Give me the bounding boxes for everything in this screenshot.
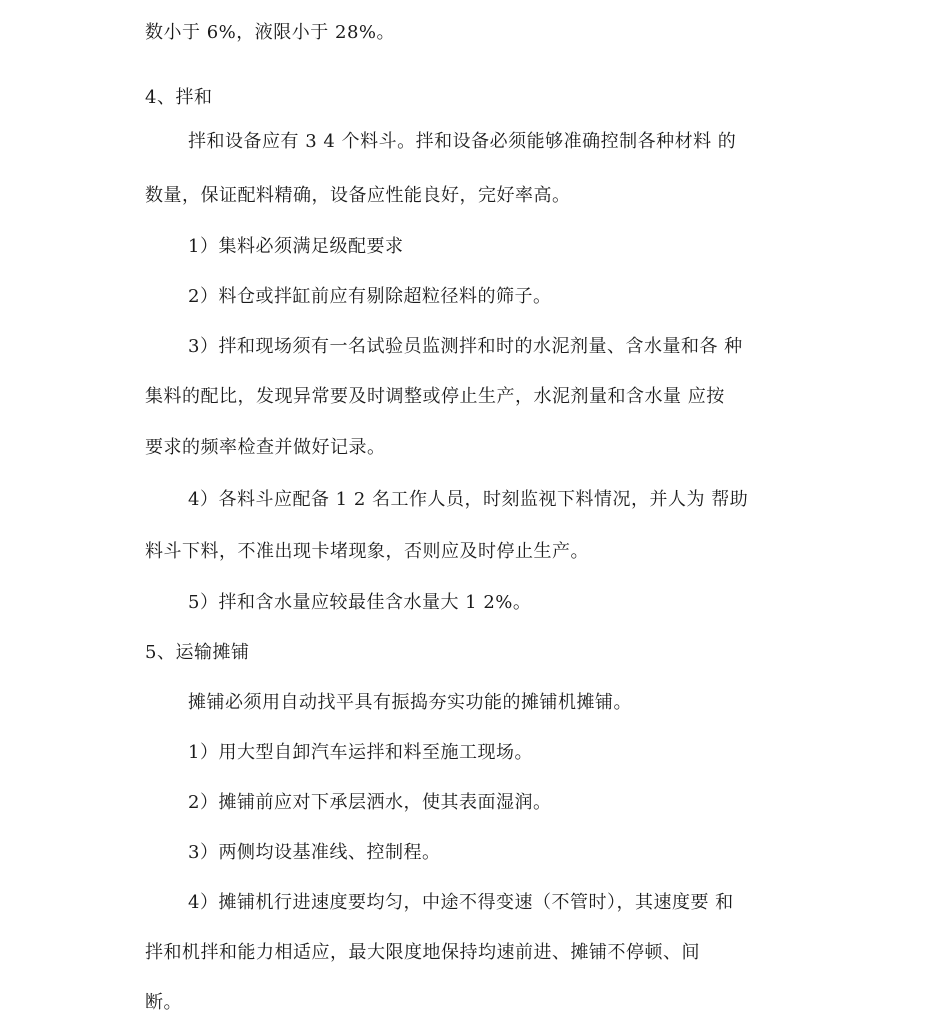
paving-item-3: 3）两侧均设基准线、控制程。 [188,842,441,863]
text-line-1: 数小于 6%，液限小于 28%。 [145,22,396,43]
paving-item-4-cont-1: 拌和机拌和能力相适应，最大限度地保持均速前进、摊铺不停顿、间 [145,942,700,963]
list-item-1: 1）集料必须满足级配要求 [188,236,404,257]
paragraph-line-4: 数量，保证配料精确，设备应性能良好，完好率高。 [145,185,571,206]
paving-item-1: 1）用大型自卸汽车运拌和料至施工现场。 [188,742,533,763]
paragraph-line-3: 拌和设备应有 3 4 个料斗。拌和设备必须能够准确控制各种材料 的 [188,131,737,152]
list-item-4-cont: 料斗下料，不准出现卡堵现象，否则应及时停止生产。 [145,541,589,562]
list-item-3-cont-1: 集料的配比，发现异常要及时调整或停止生产，水泥剂量和含水量 应按 [145,386,725,407]
list-item-3: 3）拌和现场须有一名试验员监测拌和时的水泥剂量、含水量和各 种 [188,336,743,357]
section-heading-transport: 5、运输摊铺 [145,642,250,663]
list-item-2: 2）料仓或拌缸前应有剔除超粒径料的筛子。 [188,286,552,307]
paving-item-2: 2）摊铺前应对下承层洒水，使其表面湿润。 [188,792,552,813]
paving-item-4-cont-2: 断。 [145,992,182,1013]
paving-item-4: 4）摊铺机行进速度要均匀，中途不得变速（不管时），其速度要 和 [188,892,734,913]
list-item-4: 4）各料斗应配备 1 2 名工作人员，时刻监视下料情况，并人为 帮助 [188,489,749,510]
section-heading-mixing: 4、拌和 [145,87,213,108]
list-item-5: 5）拌和含水量应较最佳含水量大 1 2%。 [188,592,532,613]
list-item-3-cont-2: 要求的频率检查并做好记录。 [145,437,386,458]
paragraph-paving: 摊铺必须用自动找平具有振捣夯实功能的摊铺机摊铺。 [188,692,632,713]
